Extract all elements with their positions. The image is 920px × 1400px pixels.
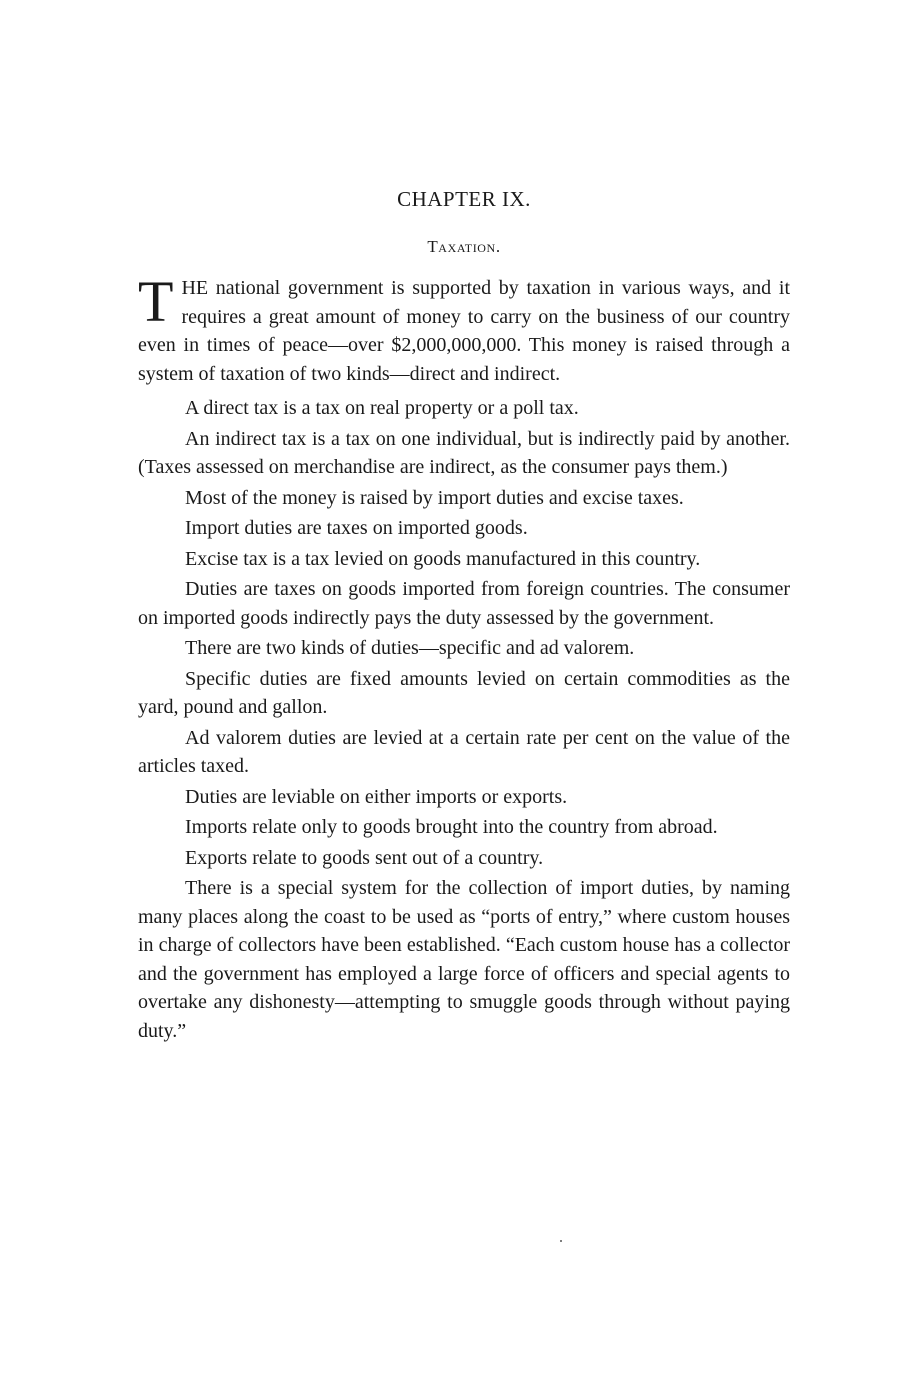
paragraph: Excise tax is a tax levied on goods manufactured in this country. (185, 547, 701, 570)
paragraph: An indirect tax is a tax on one individual, but is indirectly paid by another. (Taxes assessed on merchandise are indirect, as the consumer pays them.) (138, 427, 790, 478)
body-text (138, 269, 790, 1047)
paragraph: Exports relate to goods sent out of a country. (185, 846, 544, 869)
paragraph: Ad valorem duties are levied at a certain rate per cent on the value of the articles taxed. (138, 726, 790, 777)
paragraph: There are two kinds of duties—specific and ad valorem. (185, 637, 635, 659)
paragraph: There is a special system for the collection of import duties, by naming many places along the coast to be used as “ports of entry,” where custom houses in charge of collectors have been established. “Each custom house has a collector and the government has employed a large force of officers and special agents to overtake any dishonesty—attempting to smuggle goods through without paying duty.” (138, 877, 790, 1042)
intro-paragraph (138, 269, 790, 388)
drop-cap: T (138, 269, 174, 334)
paragraph: Specific duties are fixed amounts levied on certain commodities as the yard, pound and gallon. (138, 667, 790, 718)
paragraph: Most of the money is raised by import duties and excise taxes. (185, 486, 684, 509)
paragraph: Import duties are taxes on imported goods. (185, 517, 528, 539)
paragraph: Duties are leviable on either imports or exports. (185, 785, 568, 808)
print-speck (560, 1240, 562, 1242)
chapter-heading: CHAPTER IX. (397, 187, 531, 211)
intro-text: HE national government is supported by taxation in various ways, and it requires a great amount of money to carry on the business of our country even in times of peace—over $2,000,000,000. This money is raised through a system of taxation of two kinds—direct and indirect. (138, 277, 790, 385)
paragraph: Imports relate only to goods brought into the country from abroad. (185, 816, 718, 838)
paragraph: Duties are taxes on goods imported from foreign countries. The consumer on imported goods indirectly pays the duty assessed by the government. (138, 578, 790, 629)
section-heading: Taxation. (427, 237, 501, 256)
paragraph: A direct tax is a tax on real property or a poll tax. (185, 397, 579, 419)
